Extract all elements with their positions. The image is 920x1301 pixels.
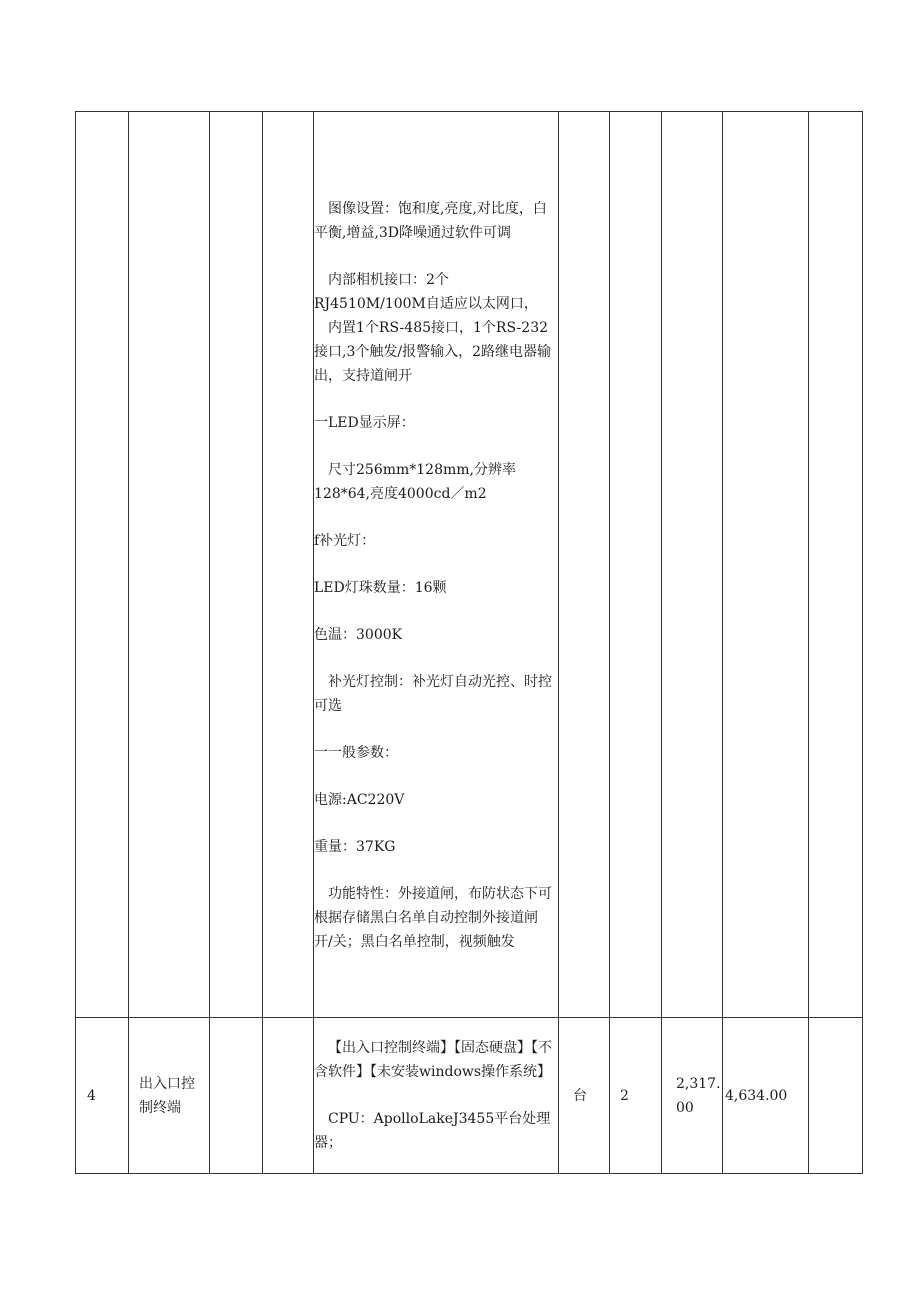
spec-line: 一一般参数： xyxy=(314,744,398,761)
spec-line: 【出入口控制终端】【固态硬盘】【不含软件】【未安装windows操作系统】 xyxy=(314,1040,552,1080)
unit-cell: 台 xyxy=(559,1018,610,1174)
spec-line: 补光灯控制：补光灯自动光控、时控可选 xyxy=(314,673,552,714)
spec-line: CPU：ApolloLakeJ3455平台处理器； xyxy=(314,1111,551,1151)
item-number-cell: 4 xyxy=(76,1018,129,1174)
unit-cell xyxy=(559,112,610,1018)
spec-line: 内置1个RS-485接口，1个RS-232接口,3个触发/报警输入，2路继电器输出，支持道闸开 xyxy=(314,319,551,384)
quantity-cell xyxy=(610,112,662,1018)
empty-cell xyxy=(210,112,263,1018)
spec-line: 电源:AC220V xyxy=(314,791,405,808)
spec-line: 功能特性：外接道闸，布防状态下可根据存储黑白名单自动控制外接道闸开/关；黑白名单控制，视频触发 xyxy=(314,885,552,950)
spec-line: f补光灯： xyxy=(314,532,376,549)
total-cell xyxy=(723,112,809,1018)
table-row xyxy=(76,1018,863,1174)
spec-line: 尺寸256mm*128mm,分辨率128*64,亮度4000cd／m2 xyxy=(314,461,516,502)
empty-cell xyxy=(263,112,314,1018)
spec-line: 一LED显示屏： xyxy=(314,414,415,431)
empty-cell xyxy=(263,1018,314,1174)
quantity-cell: 2 xyxy=(610,1018,662,1174)
empty-cell xyxy=(210,1018,263,1174)
unit-price-cell xyxy=(662,112,723,1018)
spec-line: 内部相机接口：2个RJ4510M/100M自适应以太网口， xyxy=(314,271,538,312)
total-cell: 4,634.00 xyxy=(723,1018,809,1174)
item-name-cell: 出入口控制终端 xyxy=(129,1018,210,1174)
spec-line: 重量：37KG xyxy=(314,838,396,855)
description-cell xyxy=(314,1018,559,1174)
remark-cell xyxy=(809,1018,863,1174)
spec-line: 色温：3000K xyxy=(314,626,403,643)
spec-line: 图像设置：饱和度,亮度,对比度，白平衡,增益,3D降噪通过软件可调 xyxy=(314,200,547,241)
table-row xyxy=(76,112,863,1018)
remark-cell xyxy=(809,112,863,1018)
spec-table xyxy=(75,111,863,1174)
item-name-cell xyxy=(129,112,210,1018)
unit-price-cell: 2,317.00 xyxy=(662,1018,723,1174)
spec-line: LED灯珠数量：16颗 xyxy=(314,579,447,596)
item-number-cell xyxy=(76,112,129,1018)
description-cell xyxy=(314,112,559,1018)
